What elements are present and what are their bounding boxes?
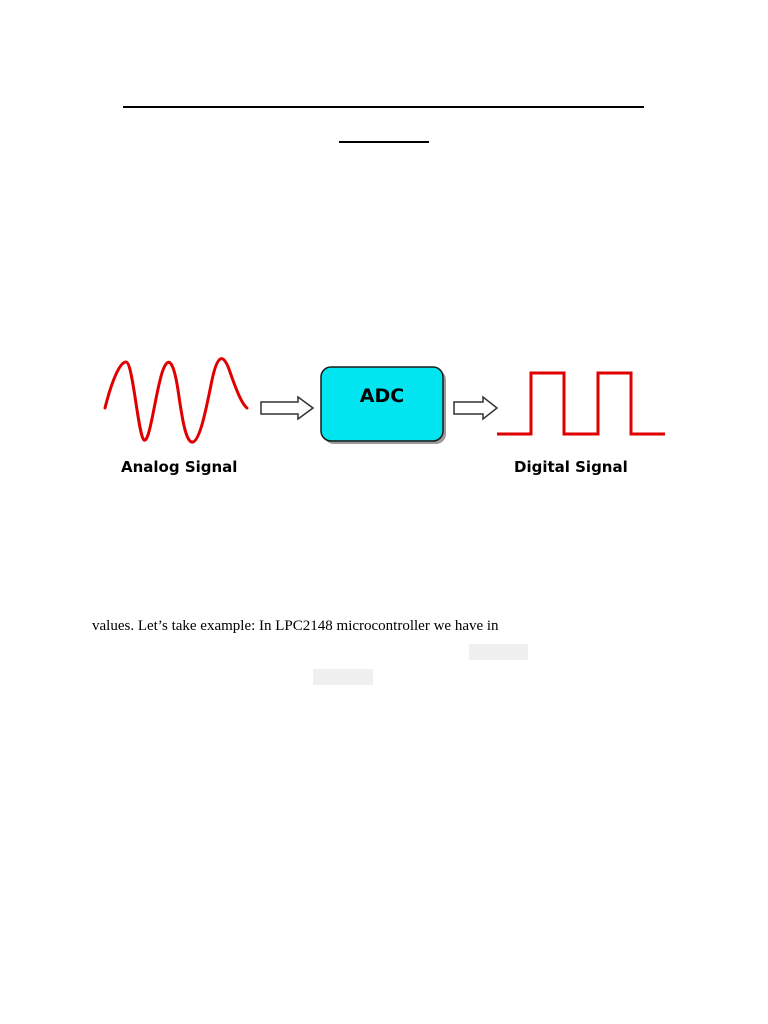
- redacted-text-block: [469, 644, 528, 660]
- paragraph-fragment: values. Let’s take example: In LPC2148 microcontroller we have in: [92, 618, 499, 634]
- redacted-text-block: [313, 669, 373, 685]
- analog-signal-label: Analog Signal: [121, 458, 238, 476]
- digital-signal-label: Digital Signal: [514, 458, 628, 476]
- adc-label: ADC: [359, 385, 405, 407]
- digital-signal-wave: [497, 373, 665, 434]
- analog-signal-wave: [105, 359, 247, 442]
- header-rule: [123, 106, 644, 108]
- arrow-to-digital: [454, 397, 497, 419]
- title-underline: [339, 141, 429, 143]
- arrow-to-adc: [261, 397, 313, 419]
- adc-diagram: [90, 340, 680, 490]
